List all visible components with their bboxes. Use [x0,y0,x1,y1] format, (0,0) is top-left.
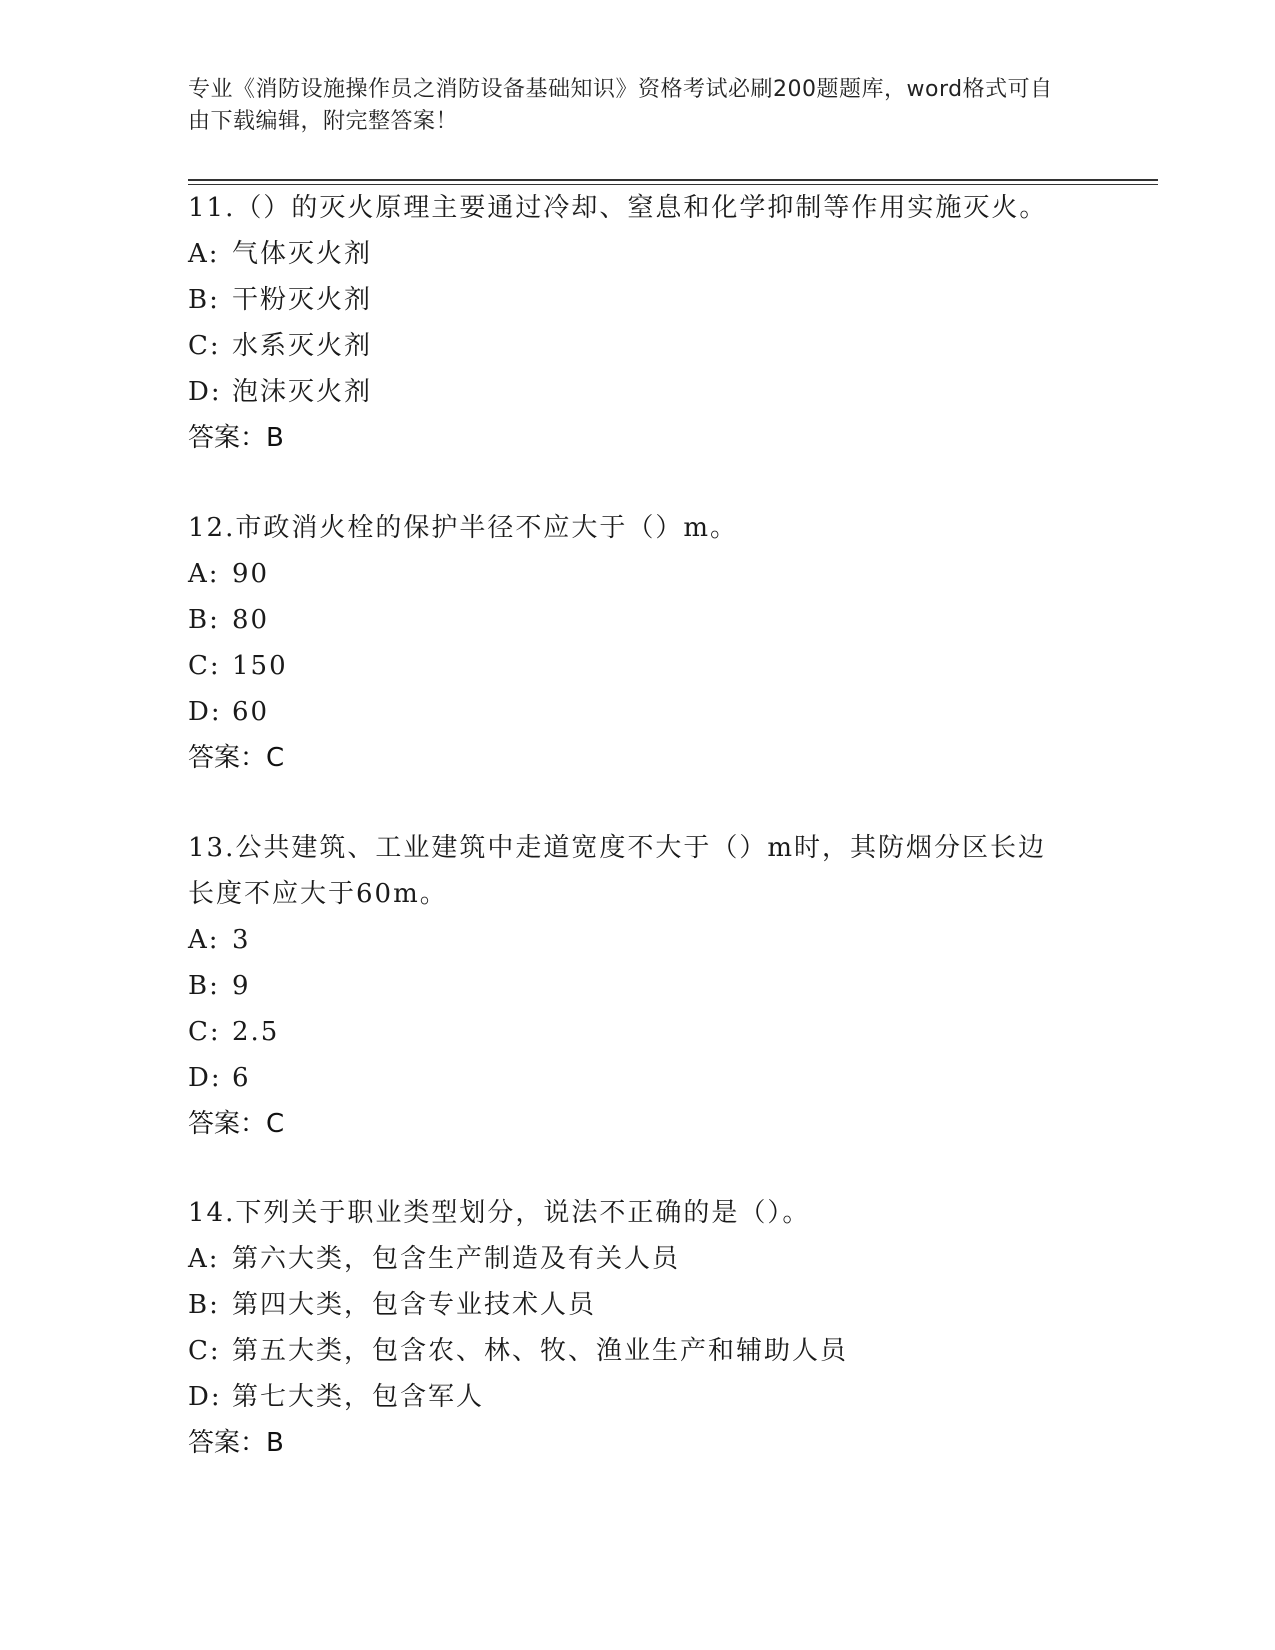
option-b [188,1282,1068,1328]
option-text: 第五大类，包含农、林、牧、渔业生产和辅助人员 [232,1336,849,1366]
answer: 答案：C [188,743,285,773]
option-a [188,551,1068,597]
option-d [188,369,1068,415]
option-label: B: [188,971,220,1001]
option-b [188,597,1068,643]
option-a [188,1236,1068,1282]
option-b [188,277,1068,323]
option-c [188,1328,1068,1374]
option-label: A: [188,559,220,589]
option-a [188,917,1068,963]
option-text: 90 [232,559,270,589]
option-label: C: [188,1017,221,1047]
question-12 [188,505,1068,781]
option-text: 2.5 [232,1017,280,1047]
question-text: 13.公共建筑、工业建筑中走道宽度不大于（）m时，其防烟分区长边长度不应大于60m。 [188,833,1047,909]
option-text: 第六大类，包含生产制造及有关人员 [232,1244,681,1274]
option-text: 80 [232,605,270,635]
question-14 [188,1190,1068,1466]
question-text: 12.市政消火栓的保护半径不应大于（）m。 [188,513,739,543]
option-label: C: [188,331,221,361]
option-label: D: [188,697,222,727]
option-text: 3 [232,925,251,955]
option-label: B: [188,1290,220,1320]
option-b [188,963,1068,1009]
option-d [188,689,1068,735]
option-c [188,643,1068,689]
option-label: C: [188,651,221,681]
option-text: 60 [232,697,270,727]
option-text: 泡沫灭火剂 [232,377,373,407]
option-c [188,323,1068,369]
option-text: 气体灭火剂 [232,239,373,269]
header-divider-thick [188,179,1158,181]
question-text: 11.（）的灭火原理主要通过冷却、窒息和化学抑制等作用实施灭火。 [188,193,1048,223]
answer: 答案：B [188,1428,284,1458]
option-a [188,231,1068,277]
question-13 [188,825,1068,1147]
document-header: 专业《消防设施操作员之消防设备基础知识》资格考试必刷200题题库，word格式可自由下载编辑，附完整答案！ [188,77,1053,134]
option-text: 第四大类，包含专业技术人员 [232,1290,597,1320]
option-d [188,1055,1068,1101]
option-text: 第七大类，包含军人 [232,1382,485,1412]
option-text: 干粉灭火剂 [232,285,373,315]
option-label: A: [188,925,220,955]
option-label: D: [188,1382,222,1412]
option-label: B: [188,605,220,635]
option-c [188,1009,1068,1055]
option-label: D: [188,1063,222,1093]
question-11 [188,185,1068,461]
option-label: A: [188,239,220,269]
option-d [188,1374,1068,1420]
answer: 答案：B [188,423,284,453]
option-label: A: [188,1244,220,1274]
option-label: C: [188,1336,221,1366]
option-text: 9 [232,971,251,1001]
option-label: D: [188,377,222,407]
option-text: 150 [232,651,288,681]
answer: 答案：C [188,1109,285,1139]
option-label: B: [188,285,220,315]
option-text: 6 [232,1063,251,1093]
option-text: 水系灭火剂 [232,331,373,361]
question-text: 14.下列关于职业类型划分，说法不正确的是（）。 [188,1198,811,1228]
